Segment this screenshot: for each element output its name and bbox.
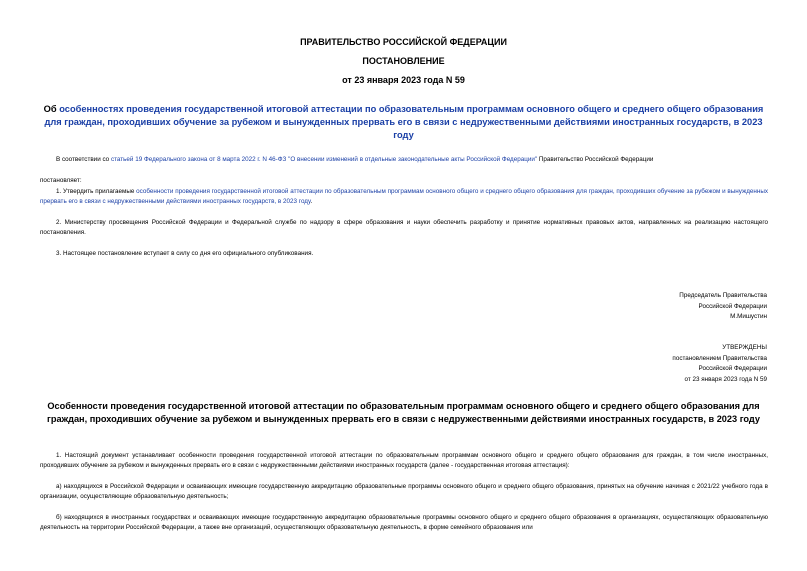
signature-name: М.Мишустин <box>730 313 767 320</box>
item-1-text-end: . <box>310 198 313 205</box>
date-number-heading: от 23 января 2023 года N 59 <box>342 75 465 85</box>
signature-position: Председатель Правительства <box>679 292 767 299</box>
item-1-text-start: 1. Утвердить прилагаемые <box>56 188 137 195</box>
preamble-text-end: Правительство Российской Федерации <box>537 156 654 163</box>
decrees-label: постановляет: <box>40 177 82 184</box>
paragraph-a: а) находящихся в Российской Федерации и осваивающих имеющие государственную аккредитацию образовательные программы основного общего и среднего общего образования, принятых на обучение начиная с 2021/22 учебного года в организации, осуществляющие образовательную деятельность; <box>40 483 768 500</box>
approved-date: от 23 января 2023 года N 59 <box>684 375 767 383</box>
federal-law-link[interactable]: статьей 19 Федерального закона от 8 марта 2022 г. N 46-ФЗ "О внесении изменений в отдельные законодательные акты Российской Федерации" <box>110 156 538 163</box>
paragraph-1: 1. Настоящий документ устанавливает особенности проведения государственной итоговой аттестации по образовательным программам основного общего и среднего общего образования для граждан, в том числе иностранных, проходивших обучение за рубежом и вынужденных прервать его в связи с недружественными действиями иностранных государств (далее - государственная итоговая аттестация): <box>40 452 768 469</box>
decree-title-link[interactable]: особенностях проведения государственной итоговой аттестации по образовательным программам основного общего и среднего общего образования для граждан, проходивших обучение за рубежом и вынужденных прервать его в связи с недружественными действиями иностранных государств, в 2023 году <box>44 104 764 140</box>
decree-title <box>40 103 767 142</box>
item-3-paragraph: 3. Настоящее постановление вступает в силу со дня его официального опубликования. <box>56 250 314 257</box>
approved-label: УТВЕРЖДЕНЫ <box>722 344 767 351</box>
decree-title-prefix: Об <box>43 104 60 114</box>
approved-block <box>672 343 767 385</box>
approved-country: Российской Федерации <box>698 365 767 372</box>
item-1-paragraph <box>40 187 768 207</box>
approved-by: постановлением Правительства <box>672 354 767 362</box>
preamble-paragraph <box>40 155 768 165</box>
section-title: Особенности проведения государственной итоговой аттестации по образовательным программам основного общего и среднего общего образования для граждан, проходивших обучение за рубежом и вынужденных прервать его в связи с недружественными действиями иностранных государств, в 2023 году <box>47 401 760 424</box>
features-document-link[interactable]: особенности проведения государственной итоговой аттестации по образовательным программам основного общего и среднего общего образования для граждан, проходивших обучение за рубежом и вынужденных прервать его в связи с недружественными действиями иностранных государств, в 2023 году <box>40 188 769 205</box>
preamble-text-start: В соответствии со <box>56 156 111 163</box>
signature-block <box>679 291 767 323</box>
government-heading: ПРАВИТЕЛЬСТВО РОССИЙСКОЙ ФЕДЕРАЦИИ <box>300 37 507 47</box>
paragraph-b: б) находящихся в иностранных государствах и осваивающих имеющие государственную аккредитацию образовательные программы основного общего и среднего общего образования в организациях, осуществляющих образовательную деятельность на территории Российской Федерации, а также вне организаций, осуществляющих образовательную деятельность, в форме семейного образования или <box>40 514 768 531</box>
item-2-paragraph: 2. Министерству просвещения Российской Федерации и Федеральной службе по надзору в сфере образования и науки обеспечить разработку и принятие нормативных правовых актов, направленных на реализацию настоящего постановления. <box>40 219 768 236</box>
signature-country: Российской Федерации <box>698 302 767 310</box>
doc-type-heading: ПОСТАНОВЛЕНИЕ <box>362 56 445 66</box>
